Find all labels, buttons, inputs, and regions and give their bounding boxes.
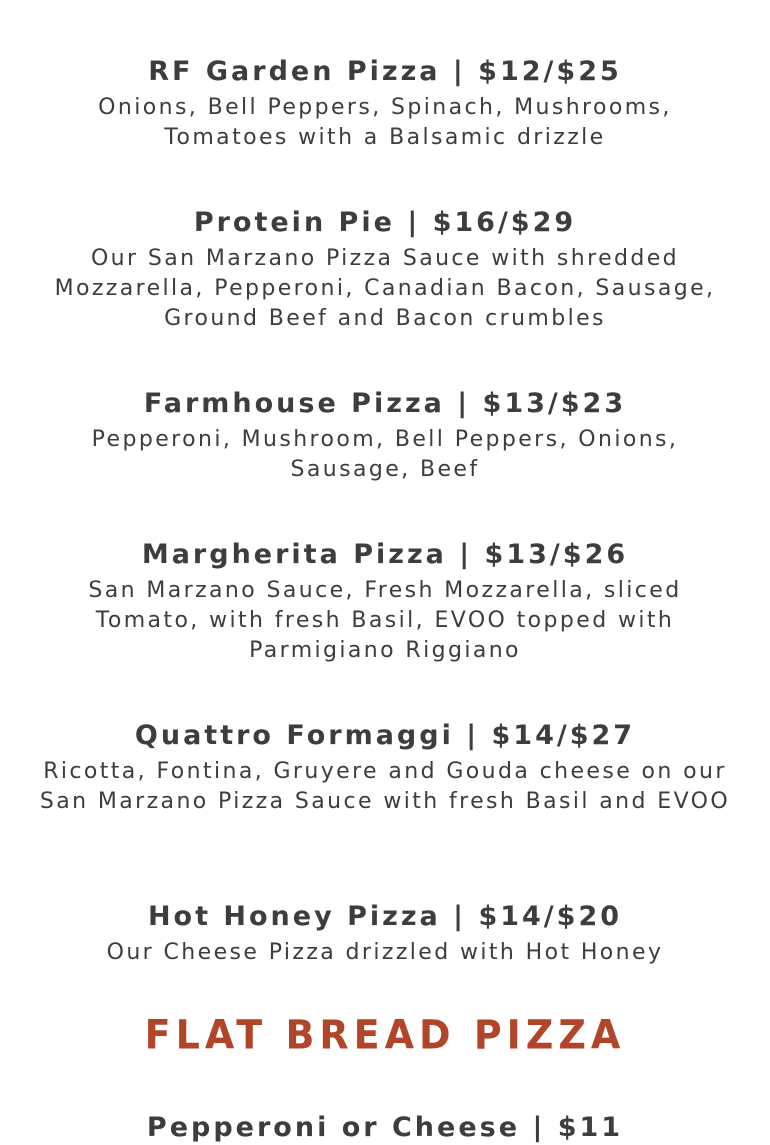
menu-item-description: Onions, Bell Peppers, Spinach, Mushrooms, Tomatoes with a Balsamic drizzle	[98, 95, 672, 150]
menu-item-quattro-formaggi	[0, 719, 770, 817]
menu-item-description: Our San Marzano Pizza Sauce with shredded Mozzarella, Pepperoni, Canadian Bacon, Sausage, Ground Beef and Bacon crumbles	[54, 246, 716, 331]
menu-item-protein-pie	[0, 206, 770, 334]
menu-item-title: Quattro Formaggi | $14/$27	[134, 720, 636, 751]
menu-item-title: Farmhouse Pizza | $13/$23	[143, 388, 627, 419]
menu-item-title: Protein Pie | $16/$29	[193, 207, 577, 238]
menu-item-farmhouse-pizza	[0, 387, 770, 485]
menu-item-description: Our Cheese Pizza drizzled with Hot Honey	[106, 940, 664, 965]
section-heading-flat-bread-pizza: FLAT BREAD PIZZA	[144, 1011, 626, 1059]
menu-item-title: Pepperoni or Cheese | $11	[146, 1112, 624, 1143]
menu-item-hot-honey-pizza	[0, 900, 770, 968]
menu-item-title: Margherita Pizza | $13/$26	[141, 539, 629, 570]
menu-item-description: San Marzano Sauce, Fresh Mozzarella, sliced Tomato, with fresh Basil, EVOO topped with Parmigiano Riggiano	[88, 578, 682, 663]
menu-item-margherita-pizza	[0, 538, 770, 666]
menu-item-rf-garden-pizza	[0, 55, 770, 153]
menu-item-title: Hot Honey Pizza | $14/$20	[147, 901, 623, 932]
menu-item-pepperoni-or-cheese	[0, 1111, 770, 1145]
menu-item-description: Ricotta, Fontina, Gruyere and Gouda cheese on our San Marzano Pizza Sauce with fresh Basil and EVOO	[39, 759, 731, 814]
menu-item-title: RF Garden Pizza | $12/$25	[148, 56, 622, 87]
menu-item-description: Pepperoni, Mushroom, Bell Peppers, Onions, Sausage, Beef	[91, 427, 679, 482]
